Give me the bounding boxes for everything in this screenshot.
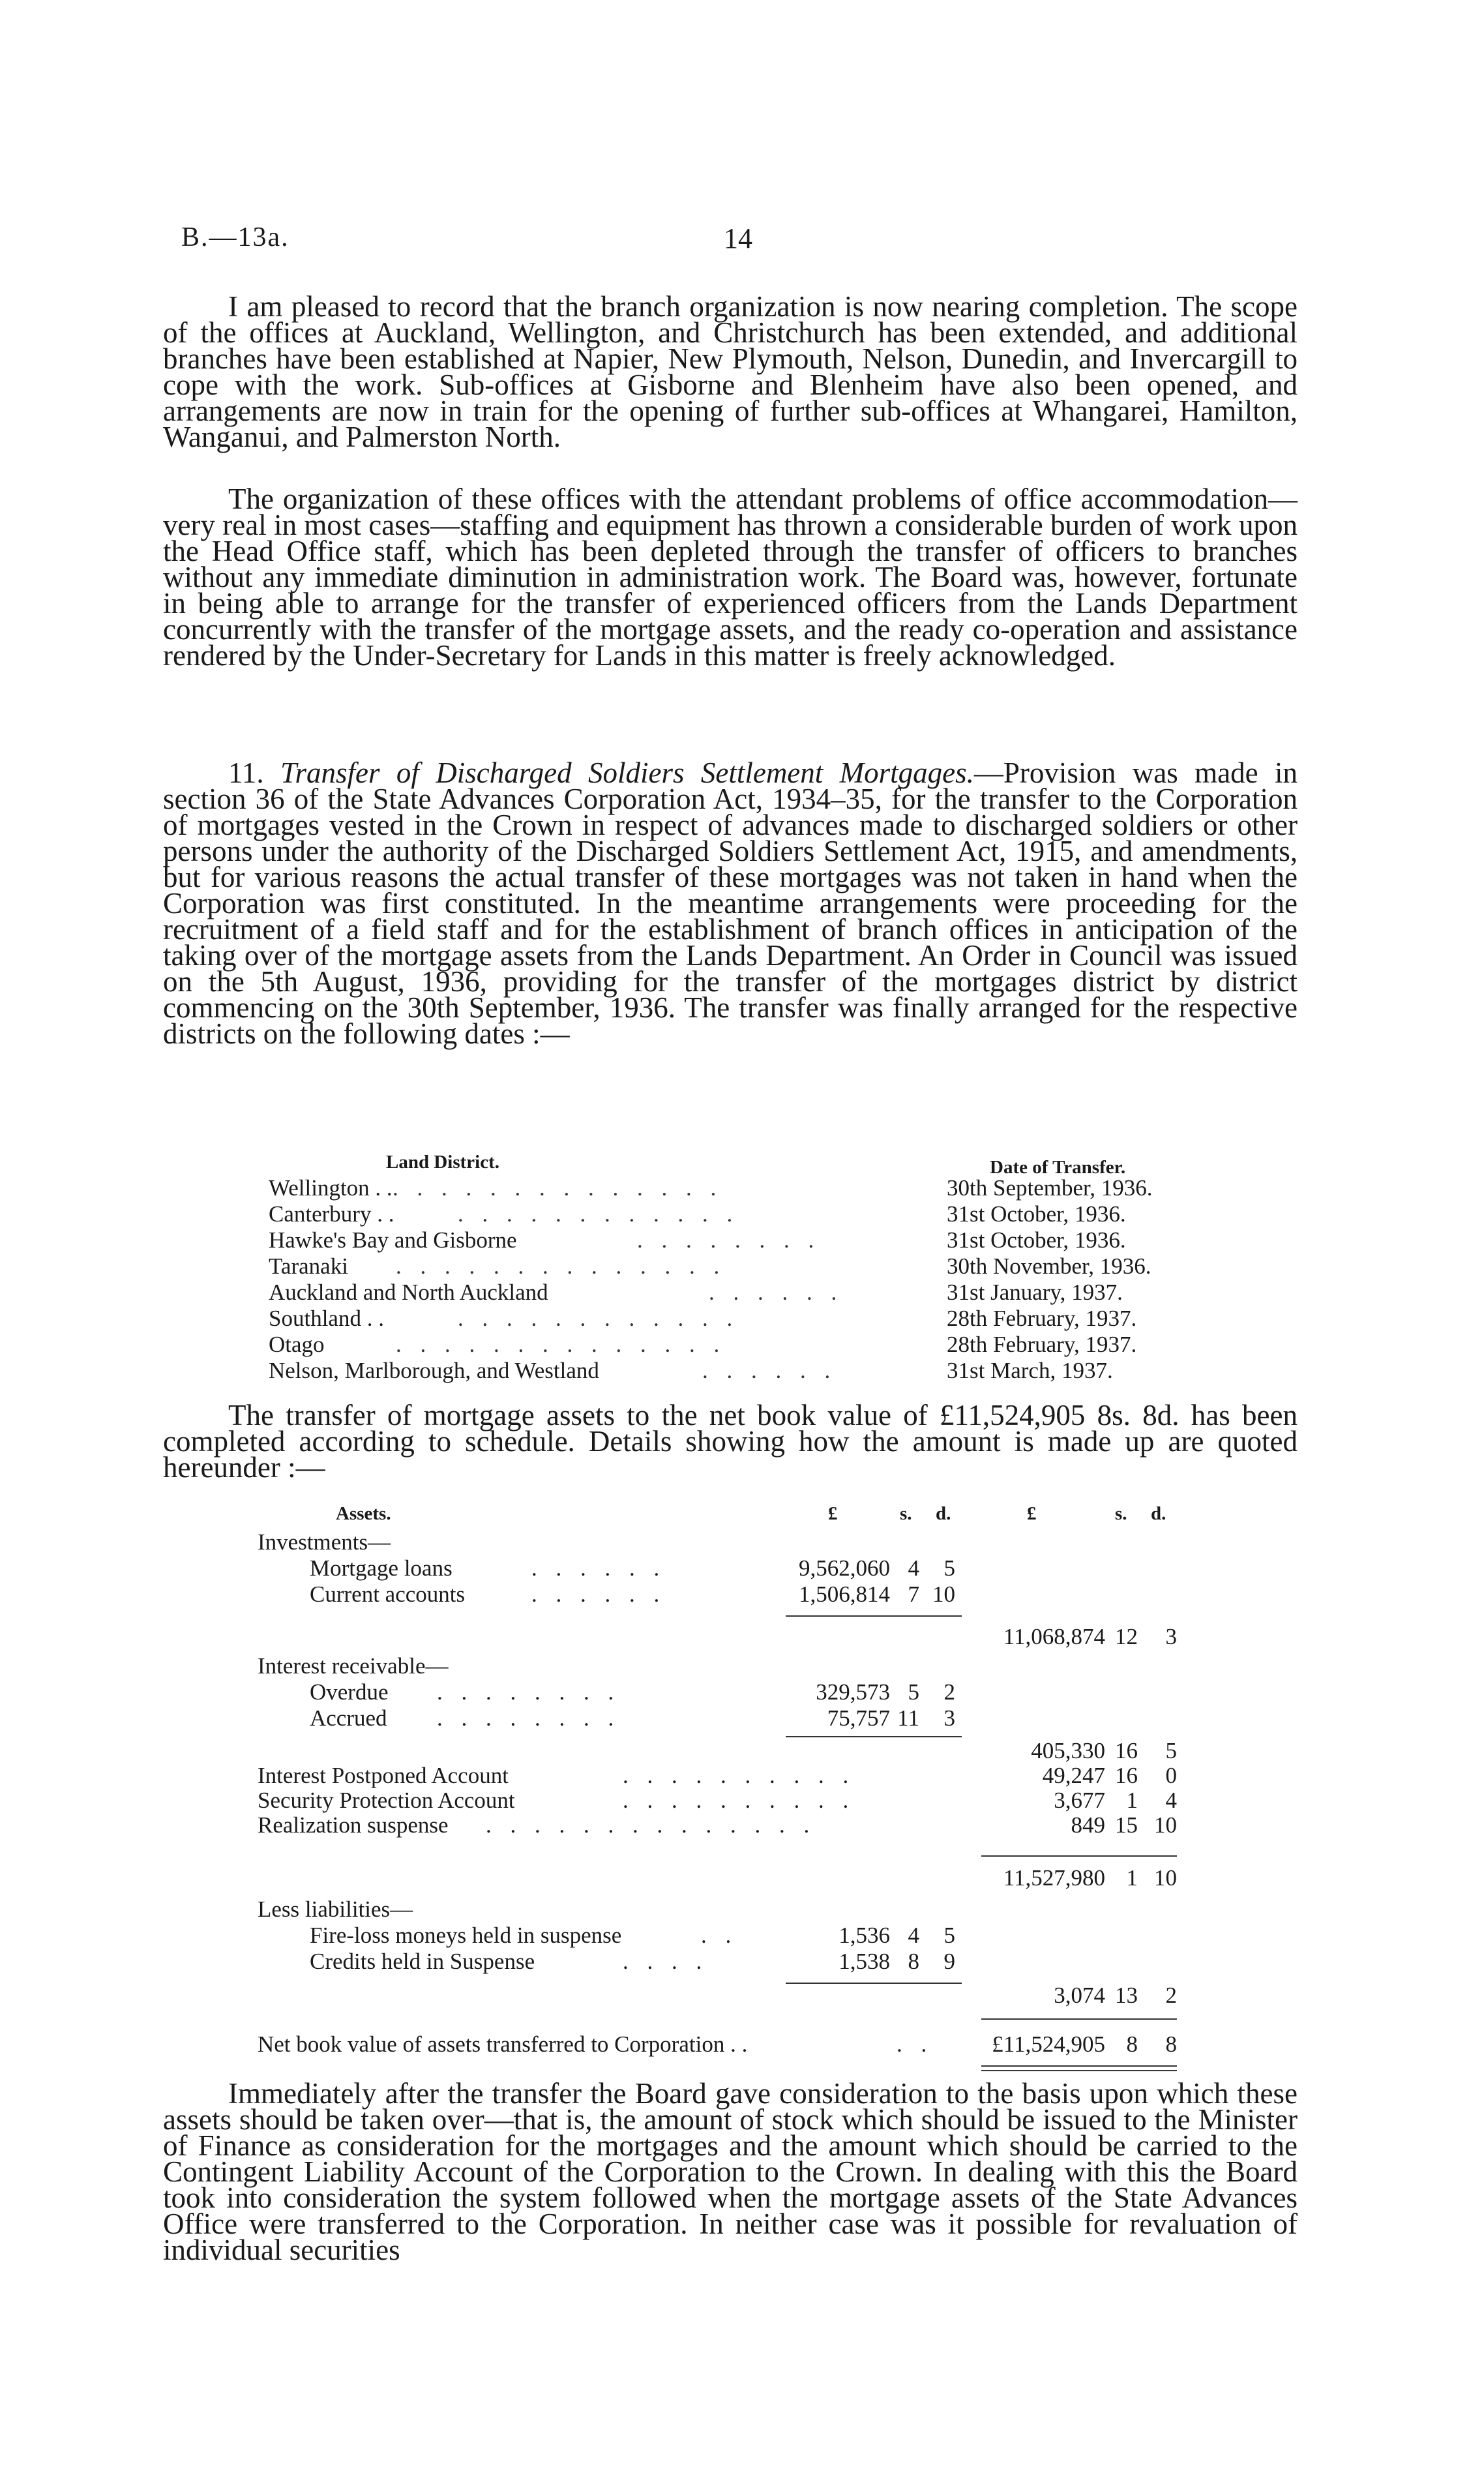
land-table-row: Canterbury . . . . . . . . . . . . . . 31st October, 1936.	[269, 1201, 1126, 1227]
land-table-row: Hawke's Bay and Gisborne . . . . . . . . 31st October, 1936.	[269, 1227, 1126, 1253]
paragraph-office-staff: The organization of these offices with the attendant problems of office accommodation—very real in most cases—staffing and equipment has thrown a considerable burden of work upon the Head Office staff, which has been depleted through the transfer of officers to branches without any immediate diminution in administration work. The Board was, however, fortunate in being able to arrange for the transfer of experienced officers from the Lands Department concurrently with the transfer of the mortgage assets, and the ready co-operation and assistance rendered by the Under-Secretary for Lands in this matter is freely acknowledged.	[163, 483, 1298, 672]
pence-header-total: d.	[1151, 1503, 1166, 1524]
mortgage-loans-pounds: 9,562,060	[799, 1555, 890, 1581]
pound-header-total: £	[1027, 1503, 1037, 1524]
shilling-header-total: s.	[1115, 1503, 1127, 1524]
land-district-column-header: Land District.	[386, 1152, 499, 1173]
subtotal-rule	[786, 1983, 962, 1984]
date-of-transfer-column-header: Date of Transfer.	[990, 1157, 1126, 1178]
investments-label: Investments—	[258, 1529, 391, 1555]
document-reference: B.—13a.	[181, 222, 289, 252]
section-text: —Provision was made in section 36 of the State Advances Corporation Act, 1934–35, for the transfer to the Corporation of mortgages vested in the Crown in respect of advances made to discharged soldiers or other persons under the authority of the Discharged Soldiers Settlement Act, 1915, and amendments, but for various reasons the actual transfer of these mortgages was not taken in hand when the Corporation was first constituted. In the meantime arrangements were proceeding for the recruitment of a field staff and for the establishment of branch offices in anticipation of the taking over of the mortgage assets from the Lands Department. An Order in Council was issued on the 5th August, 1936, providing for the transfer of the mortgages district by district commencing on the 30th September, 1936. The transfer was finally arranged for the respective districts on the following dates :—	[163, 756, 1298, 1050]
land-table-row: Southland . . . . . . . . . . . . . . 28th February, 1937.	[269, 1306, 1137, 1331]
security-protection-label: Security Protection Account	[258, 1788, 515, 1813]
section-11-paragraph	[163, 756, 1298, 1050]
accrued-label: Accrued	[310, 1705, 387, 1731]
double-rule-top	[981, 2065, 1177, 2067]
assets-column-header: Assets.	[336, 1503, 391, 1524]
fire-loss-label: Fire-loss moneys held in suspense	[310, 1923, 622, 1948]
interest-postponed-label: Interest Postponed Account	[258, 1763, 509, 1788]
liabilities-total-pounds: 3,074	[1054, 1983, 1105, 2008]
paragraph-valuation-basis: Immediately after the transfer the Board gave consideration to the basis upon which these assets should be taken over—that is, the amount of stock which should be issued to the Minister of Finance as consideration for the mortgages and the amount which should be carried to the Contingent Liability Account of the Corporation to the Crown. In dealing with this the Board took into consideration the system followed when the mortgage assets of the State Advances Office were transferred to the Corporation. In neither case was it possible for revaluation of individual securities	[163, 2077, 1298, 2266]
document-page: B.—13a. 14 I am pleased to record that the branch organization is now nearing completion. The scope of the offices at Auckland, Wellington, and Christchurch has been extended, and additional branches have been established at Napier, New Plymouth, Nelson, Dunedin, and Invercargill to cope with the work. Sub-offices at Gisborne and Blenheim have also been opened, and arrangements are now in train for the opening of further sub-offices at Whangarei, Hamilton, Wanganui, and Palmerston North. The organization of these offices with the attendant problems of office accommodation—very real in most cases—staffing and equipment has thrown a considerable burden of work upon the Head Office staff, which has been depleted through the transfer of officers to branches without any immediate diminution in administration work. The Board was, however, fortunate in being able to arrange for the transfer of experienced officers from the Lands Department concurrently with the transfer of the mortgage assets, and the ready co-operation and assistance rendered by the Under-Secretary for Lands in this matter is freely acknowledged. 11. Transfer of Discharged Soldiers Settlement Mortgages.—Provision was made in section 36 of the State Advances Corporation Act, 1934–35, for the transfer to the Corporation of mortgages vested in the Crown in respect of advances made to discharged soldiers or other persons under the authority of the Discharged Soldiers Settlement Act, 1915, and amendments, but for various reasons the actual transfer of these mortgages was not taken in hand when the Corporation was first constituted. In the meantime arrangements were proceeding for the recruitment of a field staff and for the establishment of branch offices in anticipation of the taking over of the mortgage assets from the Lands Department. An Order in Council was issued on the 5th August, 1936, providing for the transfer of the mortgages district by district commencing on the 30th September, 1936. The transfer was finally arranged for the respective districts on the following dates :— Land District. Date of Transfer. Wellington . . . . . . . . . . . . . . . . 30th September, 1936. Canterbury . . . . . . . . . . . . . . 31st October, 1936. Hawke's Bay and Gisborne . . . . . . . . 31st October, 1936. Taranaki . . . . . . . . . . . . . . 30th November, 1936. Auckland and North Auckland . . . . . . 31st January, 1937. Southland . . . . . . . . . . . . . . 28th February, 1937. Otago . . . . . . . . . . . . . . 28th February, 1937. Nelson, Marlborough, and Westland . . . . . . 31st March, 1937. The transfer of mortgage assets to the net book value of £11,524,905 8s. 8d. has been completed according to schedule. Details showing how the amount is made up are quoted hereunder :— Assets. £ s. d. £ s. d. Investments— Mortgage loans . . . . . . 9,562,060 4 5 Current accounts . . . . . . 1,506,814 7 10 11,068,874 12 3 Interest receivable— Overdue . . . . . . . . 329,573 5 2 Accrued . . . . . . . . 75,757 11 3 405,330 16 5 Interest Postponed Account . . . . . . . . . . 49,247 16 0 Security Protection Account . . . . . . . . . . 3,677 1 4 Realization suspense . . . . . . . . . . . . . . 849 15 10 11,527,980 1 10 Less liabilities— Fire-loss moneys held in suspense . . 1,536 4 5 Credits held in Suspense . . . . 1,538 8 9 3,074 13 2 Net book value of assets transferred to Corporation . . . . £11,524,905 8 8 Immediately after the transfer the Board gave consideration to the basis upon which these assets should be taken over—that is, the amount of stock which should be issued to the Minister of Finance as consideration for the mortgages and the amount which should be carried to the Contingent Liability Account of the Corporation to the Crown. In dealing with this the Board took into consideration the system followed when the mortgage assets of the State Advances Office were transferred to the Corporation. In neither case was it possible for revaluation of individual securities	[163, 222, 1298, 2266]
paragraph-transfer-value: The transfer of mortgage assets to the net book value of £11,524,905 8s. 8d. has been completed according to schedule. Details showing how the amount is made up are quoted hereunder :—	[163, 1399, 1298, 1484]
double-rule-bottom	[981, 2070, 1177, 2071]
credits-suspense-pounds: 1,538	[838, 1949, 890, 1974]
gross-total-pounds: 11,527,980	[1003, 1865, 1105, 1891]
interest-total-pounds: 405,330	[1031, 1738, 1105, 1763]
realization-suspense-label: Realization suspense	[258, 1812, 449, 1838]
interest-receivable-label: Interest receivable—	[258, 1653, 449, 1679]
overdue-label: Overdue	[310, 1679, 389, 1705]
pound-header: £	[828, 1503, 838, 1524]
net-book-value-pounds: £11,524,905	[992, 2031, 1105, 2057]
total-rule	[981, 1855, 1177, 1857]
shilling-header: s.	[900, 1503, 912, 1524]
page-number: 14	[724, 222, 752, 254]
subtotal-rule	[786, 1736, 962, 1737]
credits-suspense-label: Credits held in Suspense	[310, 1949, 535, 1974]
less-liabilities-label: Less liabilities—	[258, 1896, 413, 1922]
fire-loss-pounds: 1,536	[838, 1923, 890, 1948]
current-accounts-label: Current accounts	[310, 1581, 466, 1607]
land-table-row: Auckland and North Auckland . . . . . . 31st January, 1937.	[269, 1280, 1123, 1305]
overdue-pounds: 329,573	[816, 1679, 890, 1705]
current-accounts-pounds: 1,506,814	[799, 1581, 890, 1607]
interest-postponed-pounds: 49,247	[1042, 1763, 1105, 1788]
land-table-row: Taranaki . . . . . . . . . . . . . . 30th November, 1936.	[269, 1253, 1151, 1279]
land-table-row: Wellington . . . . . . . . . . . . . . . . 30th September, 1936.	[269, 1175, 1153, 1201]
mortgage-loans-label: Mortgage loans	[310, 1555, 453, 1581]
investments-total-pounds: 11,068,874	[1003, 1624, 1105, 1649]
paragraph-branch-organization: I am pleased to record that the branch organization is now nearing completion. The scope of the offices at Auckland, Wellington, and Christchurch has been extended, and additional branches have been established at Napier, New Plymouth, Nelson, Dunedin, and Invercargill to cope with the work. Sub-offices at Gisborne and Blenheim have also been opened, and arrangements are now in train for the opening of further sub-offices at Whangarei, Hamilton, Wanganui, and Palmerston North.	[163, 290, 1298, 453]
total-rule	[981, 2018, 1177, 2020]
section-number: 11.	[228, 756, 264, 789]
land-table-row: Otago . . . . . . . . . . . . . . 28th February, 1937.	[269, 1332, 1137, 1357]
subtotal-rule	[786, 1615, 962, 1617]
accrued-pounds: 75,757	[827, 1705, 890, 1731]
net-book-value-label: Net book value of assets transferred to Corporation . .	[258, 2031, 748, 2057]
section-heading: Transfer of Discharged Soldiers Settlement Mortgages.	[280, 756, 974, 789]
land-table-row: Nelson, Marlborough, and Westland . . . . . . 31st March, 1937.	[269, 1358, 1113, 1383]
security-protection-pounds: 3,677	[1054, 1788, 1105, 1813]
pence-header: d.	[936, 1503, 951, 1524]
realization-suspense-pounds: 849	[1071, 1812, 1105, 1838]
